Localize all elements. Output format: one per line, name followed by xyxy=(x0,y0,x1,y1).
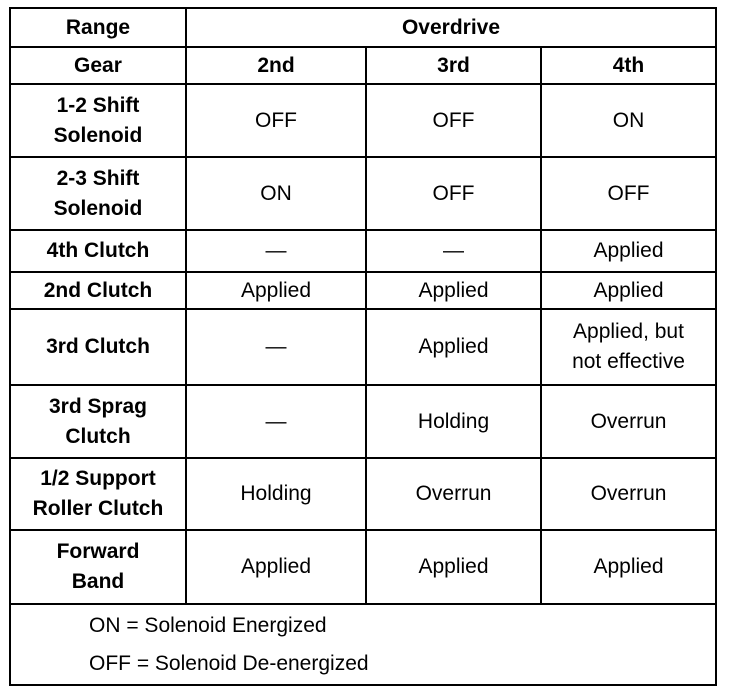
gear-2nd: 2nd xyxy=(186,47,366,84)
gear-4th: 4th xyxy=(541,47,716,84)
table-row xyxy=(10,84,716,157)
table-cell: Overrun xyxy=(541,458,716,530)
table-cell: ON xyxy=(541,84,716,157)
row-label xyxy=(10,530,186,604)
table-cell: Overrun xyxy=(366,458,541,530)
table-row xyxy=(10,458,716,530)
row-label: 3rd Clutch xyxy=(10,309,186,385)
table-cell: Applied xyxy=(366,530,541,604)
table-cell: Holding xyxy=(366,385,541,458)
table-cell: — xyxy=(186,385,366,458)
table-cell: — xyxy=(366,230,541,272)
shift-solenoid-table xyxy=(9,7,717,686)
table-row xyxy=(10,530,716,604)
gear-row xyxy=(10,47,716,84)
shift-table-container xyxy=(9,7,717,688)
table-cell: Applied xyxy=(186,272,366,309)
table-cell: OFF xyxy=(366,84,541,157)
table-cell: Applied xyxy=(541,230,716,272)
table-cell: — xyxy=(186,309,366,385)
table-cell: Applied xyxy=(541,530,716,604)
gear-3rd: 3rd xyxy=(366,47,541,84)
table-row xyxy=(10,309,716,385)
cell-line: not effective xyxy=(572,350,685,373)
row-label-line: Clutch xyxy=(65,424,131,448)
row-label: 4th Clutch xyxy=(10,230,186,272)
table-cell xyxy=(541,309,716,385)
table-cell: Applied xyxy=(541,272,716,309)
legend-on: ON = Solenoid Energized xyxy=(89,613,327,637)
row-label xyxy=(10,84,186,157)
table-cell: — xyxy=(186,230,366,272)
table-cell: Applied xyxy=(186,530,366,604)
table-row xyxy=(10,385,716,458)
table-row xyxy=(10,272,716,309)
row-label xyxy=(10,385,186,458)
table-cell: Holding xyxy=(186,458,366,530)
row-label-line: Roller Clutch xyxy=(32,497,164,520)
row-label: 2nd Clutch xyxy=(10,272,186,309)
row-label-line: Forward xyxy=(56,540,140,563)
row-label-line: 3rd Sprag xyxy=(48,394,147,418)
row-label-line: 1/2 Support xyxy=(40,467,156,490)
row-label-line: Solenoid xyxy=(53,123,143,147)
row-label xyxy=(10,157,186,230)
legend xyxy=(10,604,716,685)
row-label-line: 1-2 Shift xyxy=(56,93,140,117)
table-cell: Applied xyxy=(366,272,541,309)
table-cell: OFF xyxy=(366,157,541,230)
row-label-line: Band xyxy=(71,570,125,593)
legend-row xyxy=(10,604,716,685)
table-cell: ON xyxy=(186,157,366,230)
table-cell: OFF xyxy=(541,157,716,230)
table-row xyxy=(10,230,716,272)
table-cell: OFF xyxy=(186,84,366,157)
gear-label: Gear xyxy=(10,47,186,84)
table-cell: Applied xyxy=(366,309,541,385)
row-label-line: Solenoid xyxy=(53,196,143,220)
table-cell: Overrun xyxy=(541,385,716,458)
range-label: Range xyxy=(10,8,186,47)
cell-line: Applied, but xyxy=(573,320,684,343)
row-label xyxy=(10,458,186,530)
range-value: Overdrive xyxy=(186,8,716,47)
range-row xyxy=(10,8,716,47)
table-row xyxy=(10,157,716,230)
row-label-line: 2-3 Shift xyxy=(56,166,140,190)
legend-off: OFF = Solenoid De-energized xyxy=(89,651,369,675)
